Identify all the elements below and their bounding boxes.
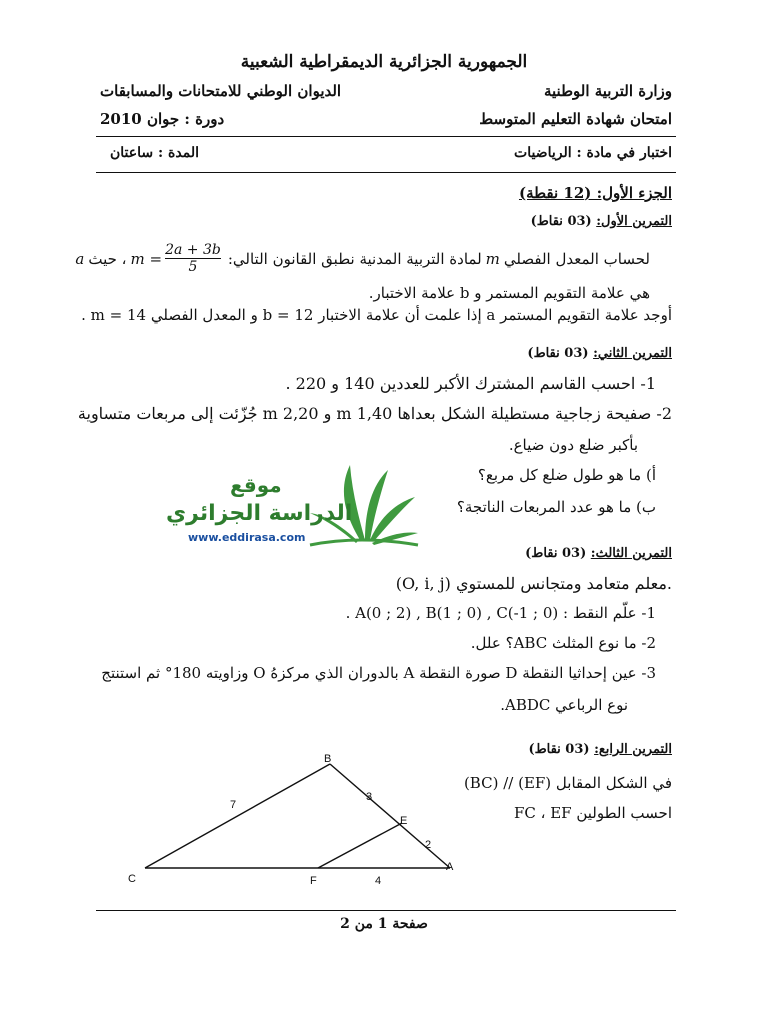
ex1-line2: هي علامة التقويم المستمر و b علامة الاختبار. (368, 284, 650, 302)
logo-word2: الدراسة الجزائري (166, 501, 353, 526)
exam-label: امتحان شهادة التعليم المتوسط (479, 110, 672, 128)
ex3-q2: 2- ما نوع المثلث ABC؟ علل. (470, 634, 656, 652)
page-number: صفحة 1 من 2 (340, 916, 428, 932)
formula-denominator: 5 (188, 259, 198, 275)
length-EA-label: 2 (425, 839, 432, 851)
ex4-line2: احسب الطولين FC ، EF (513, 804, 672, 822)
ex1-line1-m: m (485, 249, 500, 268)
ex1-formula (131, 242, 224, 275)
length-BE-label: 3 (366, 791, 373, 803)
ex3-intro: (O, i, j) معلم متعامد ومتجانس للمستوي. (395, 574, 672, 593)
ex1-line1-a: لحساب المعدل الفصلي (503, 249, 650, 268)
ex2-qb: ب) ما هو عدد المربعات الناتجة؟ (456, 498, 656, 516)
subject-divider (96, 172, 676, 173)
point-B-label: B (324, 753, 332, 765)
ex3-q1: 1- علّم النقط : A(0 ; 2) , B(1 ; 0) , C(-1 ; 0) . (345, 604, 656, 622)
duration-label: المدة : ساعتان (110, 145, 199, 161)
ex4-line1: في الشكل المقابل (EF) // (BC) (463, 774, 672, 792)
point-E-label: E (400, 815, 408, 827)
point-A-label: A (446, 861, 454, 873)
session-label: دورة : جوان 2010 (100, 110, 225, 128)
ex1-title: التمرين الأول: (596, 214, 672, 229)
ex2-heading (527, 346, 672, 361)
ex2-qa: أ) ما هو طول ضلع كل مربع؟ (477, 466, 656, 484)
length-FA-label: 4 (375, 875, 382, 887)
ex2-q2b: بأكبر ضلع دون ضياع. (508, 436, 638, 454)
length-BC-label: 7 (230, 799, 237, 811)
logo-url[interactable]: www.eddirasa.com (188, 531, 306, 544)
ex2-points: (03 نقاط) (527, 346, 589, 361)
ex1-line1-c: ، حيث (88, 249, 127, 268)
header-divider (96, 136, 676, 137)
ex1-line1 (75, 242, 650, 275)
ex2-q2: 2- صفيحة زجاجية مستطيلة الشكل بعداها 1,40 m و 2,20 m جُزّئت إلى مربعات متساوية (77, 404, 672, 423)
ex1-line3: أوجد علامة التقويم المستمر a إذا علمت أن علامة الاختبار b = 12 و المعدل الفصلي m = 14 . (81, 306, 672, 324)
site-logo (160, 455, 420, 555)
ex3-q3b: نوع الرباعي ABDC. (500, 696, 628, 714)
segment-FE (318, 823, 402, 868)
ex1-points: (03 نقاط) (530, 214, 592, 229)
ex1-line1-var: a (75, 249, 85, 268)
ex2-q1: 1- احسب القاسم المشترك الأكبر للعددين 140 و 220 . (285, 374, 656, 393)
segment-CB (145, 764, 330, 868)
office-label: الديوان الوطني للامتحانات والمسابقات (100, 82, 342, 100)
ministry-label: وزارة التربية الوطنية (543, 82, 672, 100)
ex4-title: التمرين الرابع: (594, 742, 672, 757)
point-C-label: C (128, 873, 136, 885)
formula-fraction (165, 242, 221, 275)
ex3-heading (525, 546, 672, 561)
ex4-heading (528, 742, 672, 757)
logo-word1: موقع (230, 473, 282, 497)
ex3-q3: 3- عين إحداثيا النقطة D صورة النقطة A بالدوران الذي مركزهُ O وزاويته 180° ثم استنتج (101, 664, 656, 682)
ex1-line1-b: لمادة التربية المدنية نطبق القانون التالي: (227, 249, 482, 268)
ex1-heading (531, 214, 672, 229)
formula-numerator: 2a + 3b (165, 242, 221, 258)
formula-lhs: m = (130, 249, 163, 268)
ex3-points: (03 نقاط) (525, 546, 587, 561)
footer-divider (96, 910, 676, 911)
subject-label: اختبار في مادة : الرياضيات (514, 145, 672, 161)
ex4-points: (03 نقاط) (528, 742, 590, 757)
point-F-label: F (310, 875, 317, 887)
ex3-title: التمرين الثالث: (590, 546, 672, 561)
part1-title: الجزء الأول: (12 نقطة) (518, 184, 672, 202)
triangle-figure (120, 750, 470, 890)
republic-title: الجمهورية الجزائرية الديمقراطية الشعبية (240, 52, 528, 72)
ex2-title: التمرين الثاني: (593, 346, 672, 361)
